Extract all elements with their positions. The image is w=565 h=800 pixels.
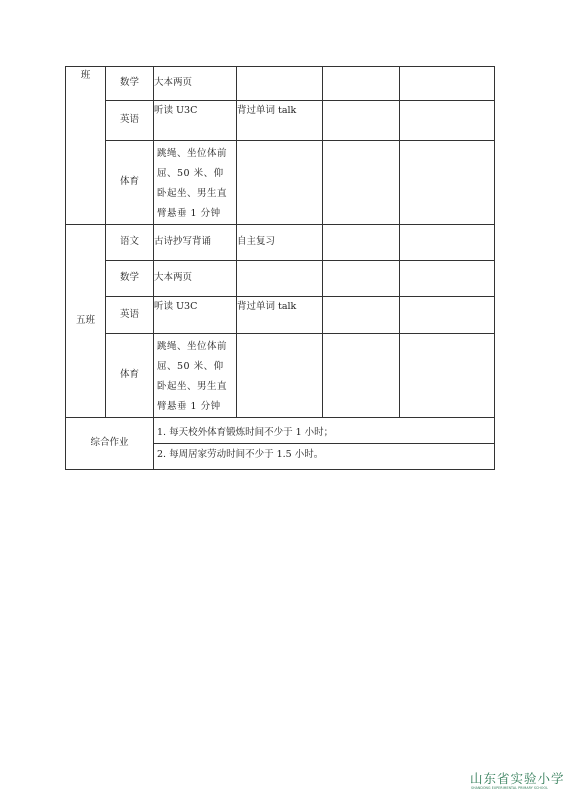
empty-cell [400,297,495,334]
task-cell [237,334,323,418]
empty-cell [323,67,400,101]
general-homework-line: 1. 每天校外体育锻炼时间不少于 1 小时； [154,422,494,444]
table-row [66,225,495,261]
task-cell: 大本两页 [154,67,237,101]
empty-cell [323,101,400,141]
empty-cell [400,67,495,101]
school-logo-english: SHANDONG EXPERIMENTAL PRIMARY SCHOOL [471,786,548,790]
general-homework-line: 2. 每周居家劳动时间不少于 1.5 小时。 [157,448,324,460]
table-row [66,141,495,225]
task-cell: 跳绳、坐位体前屈、50 米、仰卧起坐、男生直臂悬垂 1 分钟 [154,141,237,225]
subject-cell: 数学 [106,67,154,101]
class-label-five: 五班 [66,225,106,418]
task-cell: 听读 U3C [154,297,237,334]
task-cell: 自主复习 [237,225,323,261]
empty-cell [400,101,495,141]
table-row [66,261,495,297]
empty-cell [400,141,495,225]
table-row [66,297,495,334]
task-cell: 背过单词 talk [237,297,323,334]
task-cell: 跳绳、坐位体前屈、50 米、仰卧起坐、男生直臂悬垂 1 分钟 [154,334,237,418]
class-label-top: 班 [66,67,106,225]
table-row [66,334,495,418]
table-row [66,67,495,101]
empty-cell [323,225,400,261]
empty-cell [323,334,400,418]
subject-cell: 体育 [106,141,154,225]
empty-cell [323,261,400,297]
table-row [66,101,495,141]
empty-cell [400,334,495,418]
subject-cell: 语文 [106,225,154,261]
empty-cell [400,225,495,261]
general-homework-cell [154,418,495,470]
task-cell: 听读 U3C [154,101,237,141]
task-cell [237,261,323,297]
subject-cell: 英语 [106,101,154,141]
task-cell [237,67,323,101]
task-cell [237,141,323,225]
school-logo [470,771,565,800]
empty-cell [323,297,400,334]
subject-cell: 数学 [106,261,154,297]
subject-cell: 英语 [106,297,154,334]
school-logo-name: 山东省实验小学 [470,771,565,786]
homework-table [65,66,495,470]
table-row [66,418,495,470]
task-cell: 背过单词 talk [237,101,323,141]
empty-cell [400,261,495,297]
subject-cell: 体育 [106,334,154,418]
empty-cell [323,141,400,225]
general-homework-label: 综合作业 [66,418,154,470]
task-cell: 古诗抄写背诵 [154,225,237,261]
task-cell: 大本两页 [154,261,237,297]
